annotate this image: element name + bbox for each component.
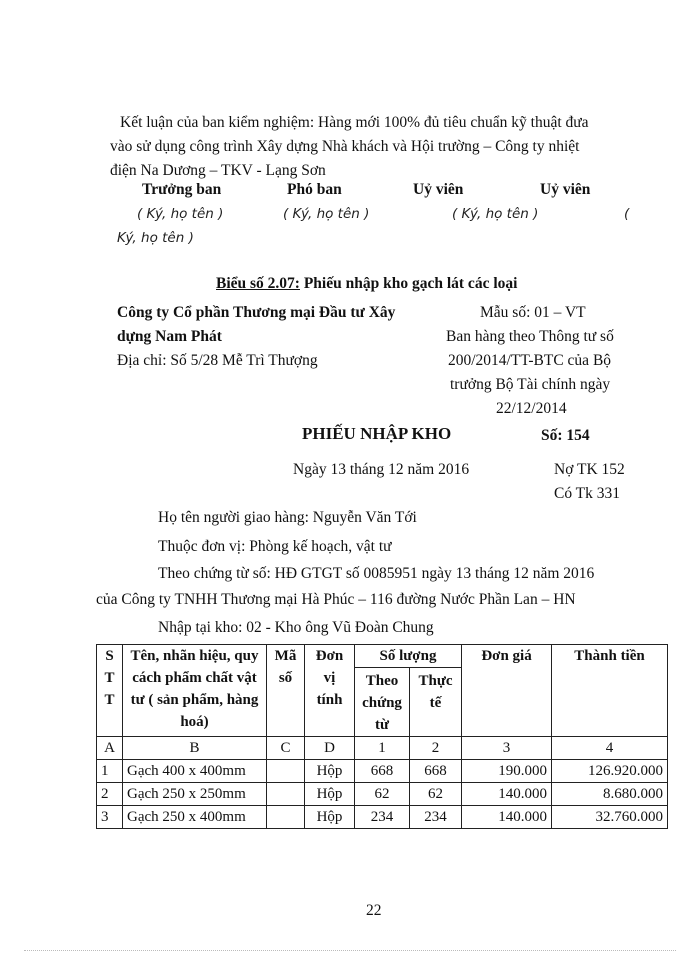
voucher-debit: Nợ TK 152: [554, 461, 625, 478]
signature-role-head: Trưởng ban: [142, 181, 222, 198]
header-price: Đơn giá: [462, 645, 552, 737]
row-stt: 2: [97, 783, 123, 806]
row-amount: 32.760.000: [552, 806, 668, 829]
row-unit: Hộp: [305, 760, 355, 783]
table-row: [97, 760, 668, 783]
header-stt-s: S: [105, 648, 114, 664]
figure-label: Biểu số 2.07:: [216, 275, 300, 292]
goods-receipt-table: [96, 644, 668, 829]
warehouse-line: Nhập tại kho: 02 - Kho ông Vũ Đoàn Chung: [158, 619, 434, 636]
code-row-b: B: [123, 737, 267, 760]
signature-role-member-2: Uỷ viên: [540, 181, 591, 198]
code-row-2: 2: [410, 737, 462, 760]
row-price: 190.000: [462, 760, 552, 783]
row-unit: Hộp: [305, 783, 355, 806]
row-name: Gạch 250 x 400mm: [123, 806, 267, 829]
row-qty-actual: 62: [410, 783, 462, 806]
figure-title: Phiếu nhập kho gạch lát các loại: [303, 275, 518, 292]
row-name: Gạch 400 x 400mm: [123, 760, 267, 783]
form-ref-line-2: Ban hàng theo Thông tư số: [446, 328, 614, 345]
table-row: [97, 783, 668, 806]
signature-note-head: ( Ký, họ tên ): [137, 206, 224, 222]
row-name: Gạch 250 x 250mm: [123, 783, 267, 806]
voucher-date: Ngày 13 tháng 12 năm 2016: [293, 461, 470, 478]
code-row-4: 4: [552, 737, 668, 760]
row-price: 140.000: [462, 806, 552, 829]
conclusion-line-2: vào sử dụng công trình Xây dựng Nhà khách và Hội trường – Công ty nhiệt: [110, 138, 580, 155]
form-ref-line-5: 22/12/2014: [496, 400, 567, 417]
signature-role-deputy: Phó ban: [287, 181, 342, 198]
voucher-credit: Có Tk 331: [554, 485, 621, 502]
signature-role-member-1: Uỷ viên: [413, 181, 464, 198]
code-row-c: C: [267, 737, 305, 760]
row-qty-actual: 668: [410, 760, 462, 783]
header-stt-t2: T: [104, 692, 115, 708]
page-number: 22: [366, 902, 382, 919]
doc-ref-line-2: của Công ty TNHH Thương mại Hà Phúc – 116 đường Nước Phần Lan – HN: [96, 591, 576, 608]
signature-note-member-1: ( Ký, họ tên ): [452, 206, 539, 222]
unit-line: Thuộc đơn vị: Phòng kế hoạch, vật tư: [158, 538, 392, 555]
header-stt-t1: T: [104, 670, 115, 686]
header-name: Tên, nhãn hiệu, quy cách phẩm chất vật tư ( sản phẩm, hàng hoá): [123, 645, 267, 737]
code-row-3: 3: [462, 737, 552, 760]
company-address: Địa chỉ: Số 5/28 Mễ Trì Thượng: [117, 352, 318, 369]
row-price: 140.000: [462, 783, 552, 806]
row-stt: 1: [97, 760, 123, 783]
deliverer-line: Họ tên người giao hàng: Nguyễn Văn Tới: [158, 509, 417, 526]
row-qty-doc: 62: [355, 783, 410, 806]
conclusion-line-1: Kết luận của ban kiểm nghiệm: Hàng mới 100% đủ tiêu chuẩn kỹ thuật đưa: [120, 114, 589, 131]
row-qty-doc: 234: [355, 806, 410, 829]
header-qty-doc: Theo chứng từ: [355, 668, 410, 737]
code-row-d: D: [305, 737, 355, 760]
form-ref-line-3: 200/2014/TT-BTC của Bộ: [448, 352, 612, 369]
header-stt: [97, 645, 123, 737]
row-amount: 8.680.000: [552, 783, 668, 806]
voucher-title: PHIẾU NHẬP KHO: [302, 424, 452, 443]
form-ref-line-1: Mẫu số: 01 – VT: [480, 304, 586, 321]
company-name-line-2: dựng Nam Phát: [117, 328, 222, 345]
signature-note-deputy: ( Ký, họ tên ): [283, 206, 370, 222]
header-amount: Thành tiền: [552, 645, 668, 737]
signature-note-member-2-open: (: [624, 206, 630, 222]
table-row: [97, 806, 668, 829]
code-row-1: 1: [355, 737, 410, 760]
header-quantity: Số lượng: [355, 645, 462, 668]
row-unit: Hộp: [305, 806, 355, 829]
row-qty-actual: 234: [410, 806, 462, 829]
header-code: Mã số: [267, 645, 305, 737]
row-qty-doc: 668: [355, 760, 410, 783]
row-stt: 3: [97, 806, 123, 829]
header-qty-actual: Thực tế: [410, 668, 462, 737]
doc-ref-line-1: Theo chứng từ số: HĐ GTGT số 0085951 ngày 13 tháng 12 năm 2016: [158, 565, 595, 582]
company-name-line-1: Công ty Cổ phần Thương mại Đầu tư Xây: [117, 304, 396, 321]
row-code: [267, 783, 305, 806]
figure-caption: [216, 275, 517, 293]
conclusion-line-3: điện Na Dương – TKV - Lạng Sơn: [110, 162, 326, 179]
page-bottom-divider: [24, 950, 676, 951]
voucher-number: Số: 154: [541, 427, 590, 444]
code-row-a: A: [97, 737, 123, 760]
header-unit: Đơn vị tính: [305, 645, 355, 737]
row-code: [267, 760, 305, 783]
signature-note-member-2-wrap: Ký, họ tên ): [117, 230, 194, 246]
row-amount: 126.920.000: [552, 760, 668, 783]
form-ref-line-4: trưởng Bộ Tài chính ngày: [450, 376, 611, 393]
row-code: [267, 806, 305, 829]
